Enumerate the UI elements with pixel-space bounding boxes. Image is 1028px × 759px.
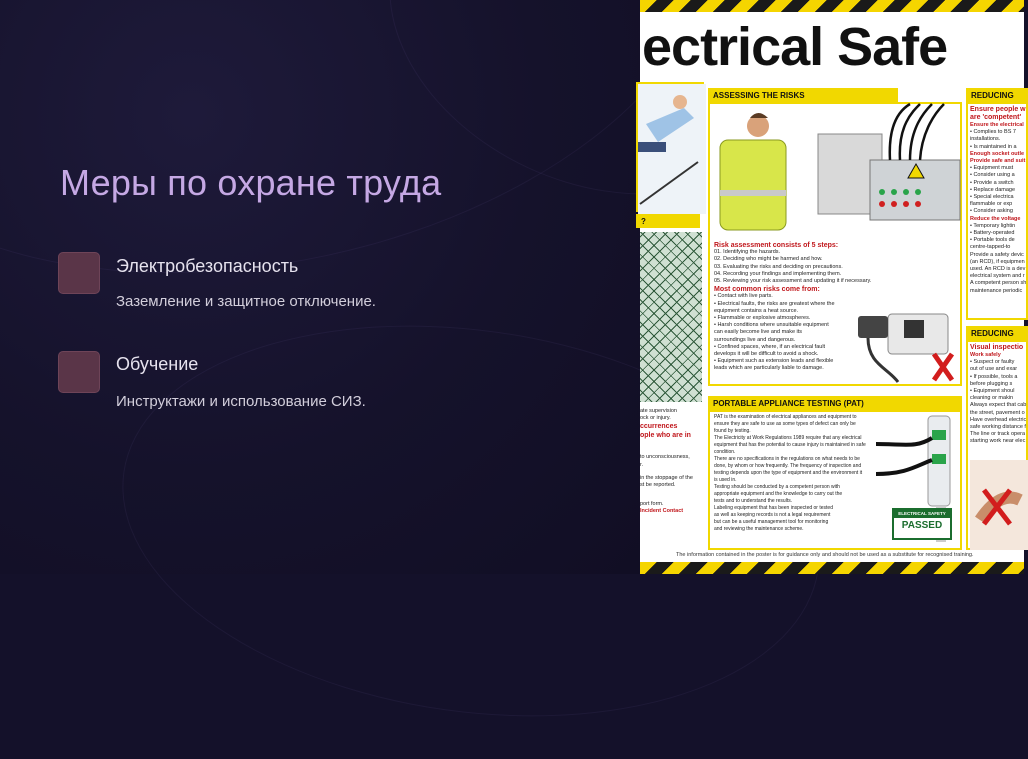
risk-steps: Risk assessment consists of 5 steps: 01. Identifying the hazards. 02. Deciding who might be harmed and how. 03. Evaluating the risks and deciding on precautions. 04. Recording your findings and implementing them. 05. Reviewing your risk assessment and updating it if necessary. Most common risks come from: • Contact with live parts. • Electrical faults, the risks are greatest where the equipment contains a heat source. • Flammable or explosive atmospheres. • Harsh conditions where unsuitable equipment can easily become live and make its surroundings live and dangerous. • Confined spaces, where, if an electrical fault develops it will be difficult to avoid a shock. • Equipment such as extension leads and flexible leads which are particularly liable to damage.	[714, 242, 872, 372]
item-heading-electrical-safety: Электробезопасность	[116, 256, 299, 276]
assessing-risks-panel	[708, 102, 962, 386]
panel-heading-assessing-risks: ASSESSING THE RISKS	[708, 88, 898, 102]
bullet-marker	[58, 351, 100, 393]
panel-heading-reducing: REDUCING	[966, 326, 1028, 340]
hazard-stripe-top	[640, 0, 1024, 12]
fence-illustration	[640, 232, 702, 402]
pat-panel: PAT is the examination of electrical appliances and equipment to ensure they are safe to use as some types of defect can only be found by testing. The Electricity at Work Regulations 1989 require that any electrical equipment that has the potential to cause injury is maintained in safe condition. There are no specifications in the regulations on what needs to be done, by whom or how frequently. The frequency of inspection and testing depends upon the type of equipment and the environment it is used in. Testing should be conducted by a competent person with appropriate equipment and the knowledge to carry out the tests and to understand the results. Labeling equipment that has been inspected or tested as well as keeping records is not a legal requirement but can be a useful management tool for monitoring and reviewing the maintenance scheme. ELECTRICAL SAFETY PASSED	[708, 410, 962, 550]
slide-content	[0, 0, 640, 574]
reducing-panel: Ensure people w are 'competent' Ensure the electrical • Complies to BS 7 installations. • Is maintained in a Enough socket outle Provide safe and suit • Equipment must • Consider using a • Provide a switch • Replace damage • Special electrica flammable or exp • Consider asking Reduce the voltage • Temporary lightin • Battery-operated • Portable tools de centre-tapped-to Provide a safety devic (an RCD), if equipmen used. An RCD is a dev electrical system and r A competent person sh maintenance periodic	[966, 102, 1028, 320]
poster-title: ectrical Safe	[642, 17, 948, 77]
worker-inspecting-panel-illustration	[710, 104, 960, 234]
reducing-panel-2: Visual inspectio Work safely • Suspect or faulty out of use and exar • If possible, tools a before plugging s • Equipment shoul cleaning or makin Always expect that cab the street, pavement o Have overhead electric safe working distance f The line or track opera starting work near elec	[966, 340, 1028, 550]
item-heading-training: Обучение	[116, 354, 199, 374]
passed-label: ELECTRICAL SAFETY PASSED	[892, 508, 952, 540]
electrical-safety-poster	[640, 0, 1027, 574]
panel-heading-reducing: REDUCING	[966, 88, 1028, 102]
unplugging-illustration	[970, 460, 1028, 550]
panel-heading-pat: PORTABLE APPLIANCE TESTING (PAT)	[708, 396, 962, 410]
item-description: Заземление и защитное отключение.	[116, 293, 376, 310]
panel-heading: ?	[636, 214, 700, 228]
left-text: ate supervision ock or injury. ccurrences ople who are in to unconsciousness, r. in the stoppage of the st be reported. port form. Incident Contact	[640, 408, 693, 515]
overloaded-socket-illustration	[848, 294, 958, 384]
left-illustration-panel	[636, 82, 704, 212]
injured-person-illustration	[638, 84, 706, 214]
poster-footer: The information contained in the poster is for guidance only and should not be used as a substitute for recognised training.	[676, 552, 974, 558]
hazard-stripe-bottom	[640, 562, 1024, 574]
item-description: Инструктажи и использование СИЗ.	[116, 393, 366, 410]
bullet-marker	[58, 252, 100, 294]
slide-title: Меры по охране труда	[60, 162, 442, 203]
